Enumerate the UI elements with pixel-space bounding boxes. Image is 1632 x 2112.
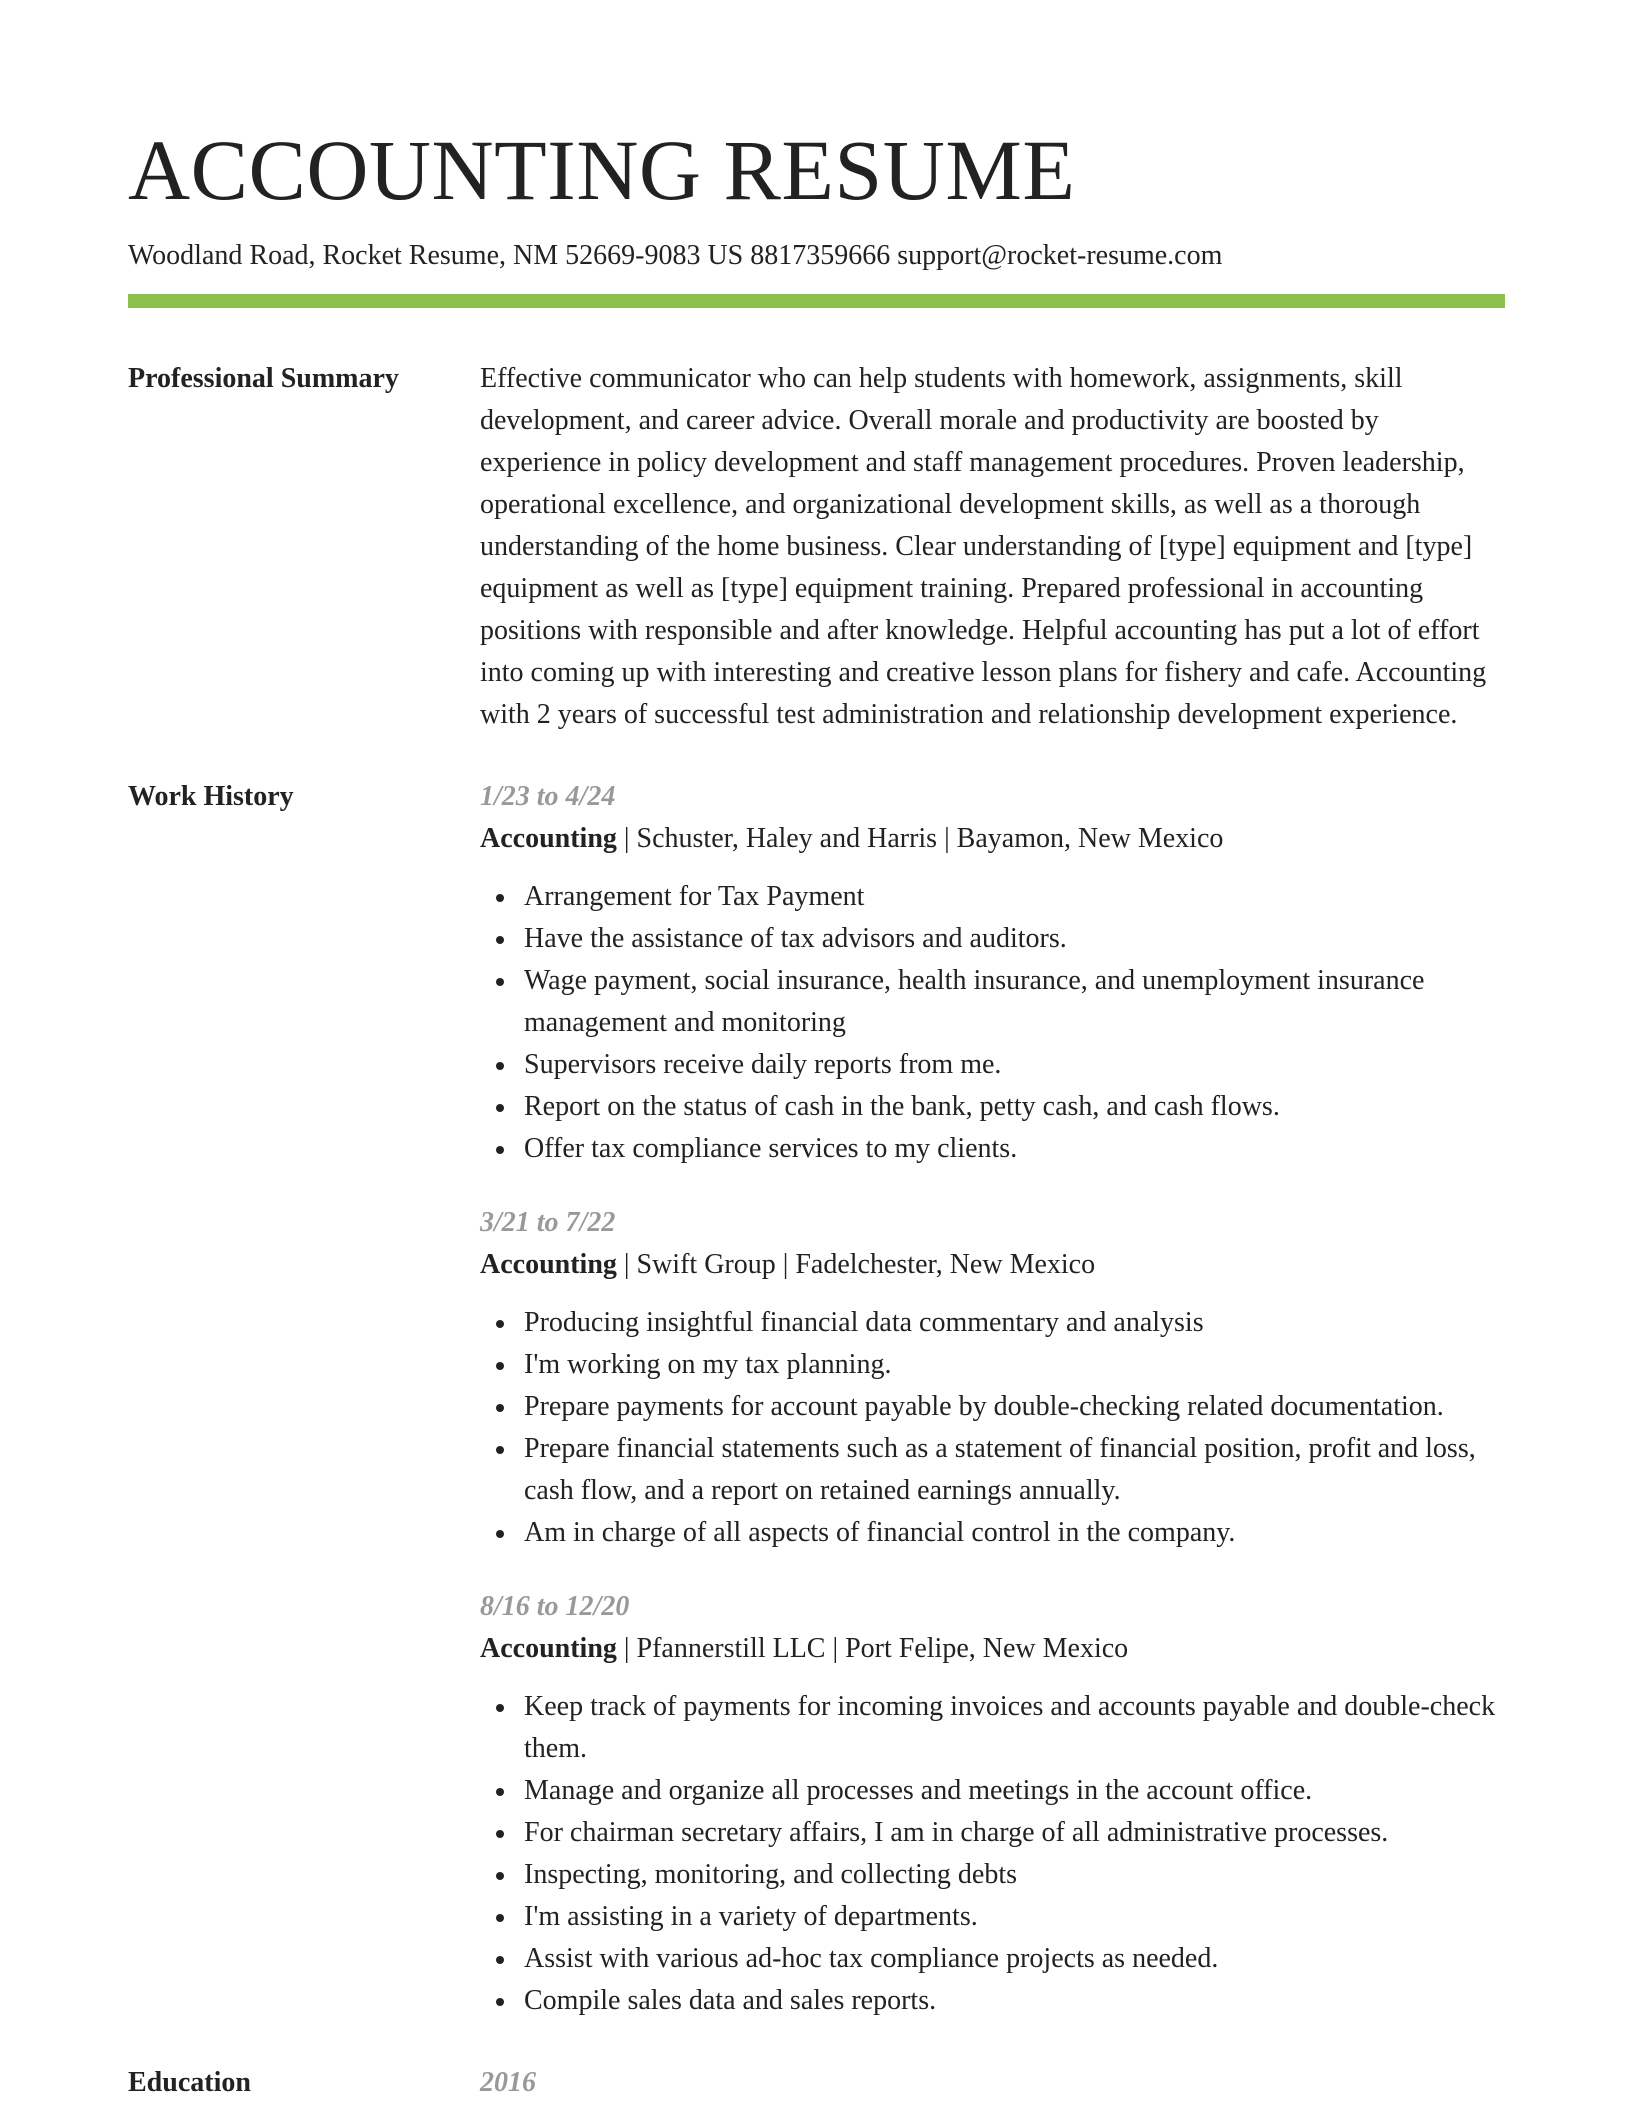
accent-divider <box>128 294 1505 308</box>
resume-page <box>128 118 1505 2104</box>
job-entry <box>480 1586 1505 2022</box>
duty-item: Producing insightful financial data commentary and analysis <box>480 1302 1505 1344</box>
job-entry <box>480 776 1505 1170</box>
job-dates: 8/16 to 12/20 <box>480 1591 630 1622</box>
duty-item: Keep track of payments for incoming invoices and accounts payable and double-check them. <box>480 1686 1505 1770</box>
job-title: Accounting <box>480 1249 617 1280</box>
duty-item: Prepare payments for account payable by double-checking related documentation. <box>480 1386 1505 1428</box>
job-dates: 3/21 to 7/22 <box>480 1207 616 1238</box>
duty-item: Compile sales data and sales reports. <box>480 1980 1505 2022</box>
section-label-summary: Professional Summary <box>128 363 399 394</box>
job-heading <box>480 818 1505 860</box>
job-details: | Pfannerstill LLC | Port Felipe, New Mexico <box>616 1633 1129 1664</box>
education-year: 2016 <box>480 2067 536 2098</box>
job-details: | Swift Group | Fadelchester, New Mexico <box>616 1249 1096 1280</box>
duty-item: Am in charge of all aspects of financial control in the company. <box>480 1512 1505 1554</box>
job-heading <box>480 1244 1505 1286</box>
duty-item: Have the assistance of tax advisors and auditors. <box>480 918 1505 960</box>
work-history-section <box>128 776 1505 2022</box>
duty-item: I'm working on my tax planning. <box>480 1344 1505 1386</box>
duties-list <box>480 1302 1505 1554</box>
education-section <box>128 2062 1505 2104</box>
duty-item: Report on the status of cash in the bank, petty cash, and cash flows. <box>480 1086 1505 1128</box>
job-title: Accounting <box>480 823 617 854</box>
duty-item: Offer tax compliance services to my clients. <box>480 1128 1505 1170</box>
section-label-education: Education <box>128 2067 251 2098</box>
duties-list <box>480 876 1505 1170</box>
duty-item: Wage payment, social insurance, health insurance, and unemployment insurance management and monitoring <box>480 960 1505 1044</box>
duty-item: Prepare financial statements such as a statement of financial position, profit and loss, cash flow, and a report on retained earnings annually. <box>480 1428 1505 1512</box>
job-heading <box>480 1628 1505 1670</box>
resume-title: ACCOUNTING RESUME <box>128 122 1076 218</box>
duty-item: I'm assisting in a variety of departments. <box>480 1896 1505 1938</box>
duty-item: Supervisors receive daily reports from me. <box>480 1044 1505 1086</box>
section-label-work-history: Work History <box>128 781 294 812</box>
duty-item: For chairman secretary affairs, I am in charge of all administrative processes. <box>480 1812 1505 1854</box>
duty-item: Assist with various ad-hoc tax compliance projects as needed. <box>480 1938 1505 1980</box>
job-entry <box>480 1202 1505 1554</box>
duty-item: Inspecting, monitoring, and collecting debts <box>480 1854 1505 1896</box>
job-title: Accounting <box>480 1633 617 1664</box>
summary-text: Effective communicator who can help students with homework, assignments, skill development, and career advice. Overall morale and productivity are boosted by experience in policy development and staff management procedures. Proven leadership, operational excellence, and organizational development skills, as well as a thorough understanding of the home business. Clear understanding of [type] equipment and [type] equipment as well as [type] equipment training. Prepared professional in accounting positions with responsible and after knowledge. Helpful accounting has put a lot of effort into coming up with interesting and creative lesson plans for fishery and cafe. Accounting with 2 years of successful test administration and relationship development experience. <box>480 363 1487 730</box>
duties-list <box>480 1686 1505 2022</box>
job-dates: 1/23 to 4/24 <box>480 781 616 812</box>
duty-item: Arrangement for Tax Payment <box>480 876 1505 918</box>
jobs-list <box>480 776 1505 2022</box>
duty-item: Manage and organize all processes and meetings in the account office. <box>480 1770 1505 1812</box>
job-details: | Schuster, Haley and Harris | Bayamon, New Mexico <box>616 823 1224 854</box>
professional-summary-section <box>128 358 1505 736</box>
contact-line: Woodland Road, Rocket Resume, NM 52669-9083 US 8817359666 support@rocket-resume.com <box>128 240 1223 271</box>
